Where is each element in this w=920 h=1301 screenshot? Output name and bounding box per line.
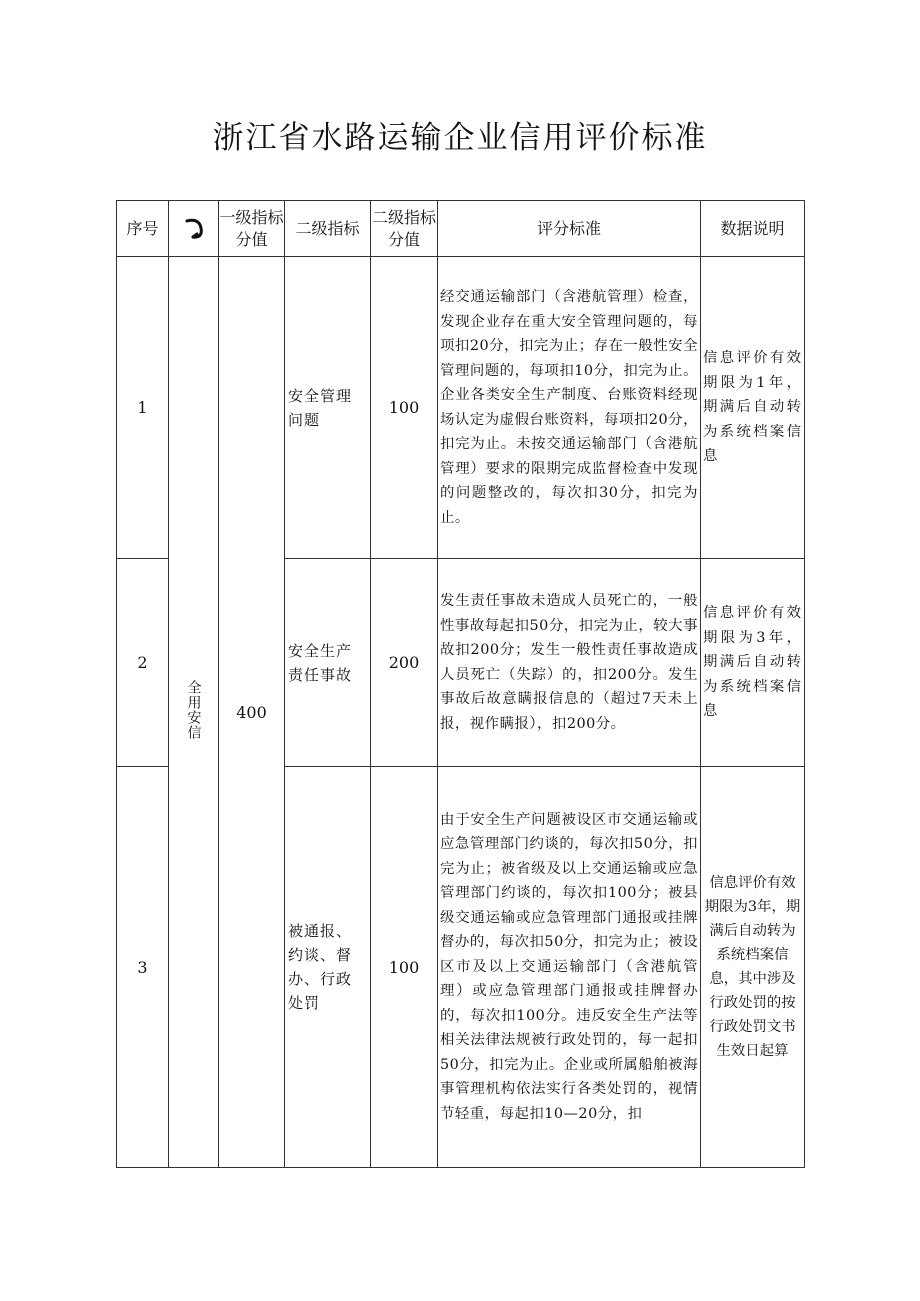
row-seq: 3 [117, 767, 169, 1168]
header-seq: 序号 [117, 201, 169, 257]
row-score: 200 [371, 559, 438, 767]
header-level2: 二级指标 [285, 201, 371, 257]
page-title: 浙江省水路运输企业信用评价标准 [212, 120, 708, 156]
row-criteria: 经交通运输部门（含港航管理）检查，发现企业存在重大安全管理问题的，每项扣20分，扣完为止；存在一般性安全管理问题的，每项扣10分，扣完为止。企业各类安全生产制度、台账资料经现场认定为虚假台账资料，每项扣20分，扣完为止。未按交通运输部门（含港航管理）要求的限期完成监督检查中发现的问题整改的，每次扣30分，扣完为止。 [438, 257, 701, 559]
row-seq: 1 [117, 257, 169, 559]
category-cell [169, 257, 219, 1168]
category-label: 全用安信 [185, 680, 202, 740]
header-level2-score: 二级指标分值 [371, 201, 438, 257]
row-note: 信息评价有效期限为1年，期满后自动转为系统档案信息 [701, 257, 805, 559]
header-criteria: 评分标准 [438, 201, 701, 257]
row-level2: 安全生产责任事故 [285, 559, 371, 767]
header-level1-score: 一级指标分值 [219, 201, 285, 257]
swirl-icon [181, 216, 207, 242]
table-row [117, 257, 805, 559]
row-score: 100 [371, 257, 438, 559]
credit-standard-table [116, 200, 805, 1168]
row-seq: 2 [117, 559, 169, 767]
row-criteria: 发生责任事故未造成人员死亡的，一般性事故每起扣50分，扣完为止，较大事故扣200分；发生一般性责任事故造成人员死亡（失踪）的，扣200分。发生事故后故意瞒报信息的（超过7天未上报，视作瞒报），扣200分。 [438, 559, 701, 767]
row-level2: 安全管理问题 [285, 257, 371, 559]
header-col1 [169, 201, 219, 257]
row-score: 100 [371, 767, 438, 1168]
row-level2: 被通报、约谈、督办、行政处罚 [285, 767, 371, 1168]
level1-score-cell: 400 [219, 257, 285, 1168]
row-criteria: 由于安全生产问题被设区市交通运输或应急管理部门约谈的，每次扣50分，扣完为止；被省级及以上交通运输或应急管理部门约谈的，每次扣100分；被县级交通运输或应急管理部门通报或挂牌督办的，每次扣50分，扣完为止；被设区市及以上交通运输部门（含港航管理）或应急管理部门通报或挂牌督办的，每次扣100分。违反安全生产法等相关法律法规被行政处罚的，每一起扣50分，扣完为止。企业或所属船舶被海事管理机构依法实行各类处罚的，视情节轻重，每起扣10—20分，扣 [438, 767, 701, 1168]
row-note: 信息评价有效期限为3年，期满后自动转为系统档案信息 [701, 559, 805, 767]
header-row [117, 201, 805, 257]
row-note: 信息评价有效期限为3年，期满后自动转为系统档案信息，其中涉及行政处罚的按行政处罚文书生效日起算 [701, 767, 805, 1168]
header-notes: 数据说明 [701, 201, 805, 257]
